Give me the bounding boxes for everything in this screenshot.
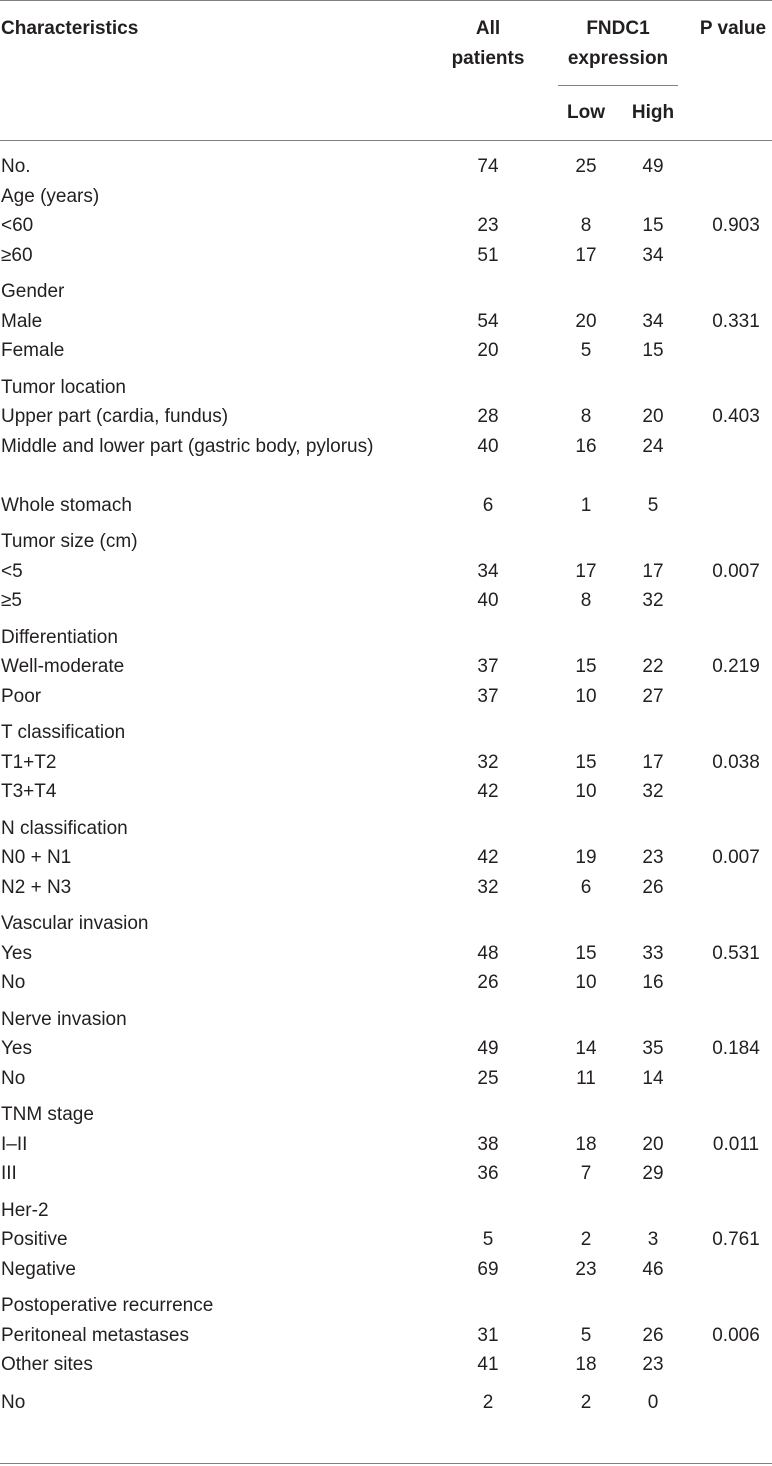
row-all-patients: 69 <box>477 1258 499 1280</box>
row-high: 33 <box>642 942 664 964</box>
row-low: 15 <box>575 656 597 677</box>
row-high: 17 <box>642 751 664 773</box>
header-fndc1-line2: expression <box>567 48 669 69</box>
row-low: 15 <box>575 751 597 773</box>
header-fndc1-expression <box>548 14 688 74</box>
row-label: Gender <box>1 281 65 302</box>
row-high: 23 <box>642 847 664 868</box>
row-label: Middle and lower part (gastric body, pylorus) <box>1 435 374 457</box>
row-p-value: 0.761 <box>712 1229 760 1250</box>
row-all-patients: 38 <box>477 1133 499 1155</box>
row-all-patients: 25 <box>477 1067 499 1089</box>
row-label: No. <box>1 156 31 177</box>
row-high: 15 <box>642 215 664 236</box>
row-all-patients: 51 <box>477 244 499 266</box>
row-high: 32 <box>642 590 664 611</box>
row-low: 10 <box>575 781 597 802</box>
header-all-patients <box>438 14 538 74</box>
row-low: 2 <box>580 1391 592 1413</box>
row-low: 8 <box>580 590 592 611</box>
header-p-value: P value <box>699 18 767 39</box>
row-low: 10 <box>575 972 597 993</box>
row-all-patients: 54 <box>477 310 499 332</box>
row-label: Positive <box>1 1229 68 1250</box>
row-label: Yes <box>1 942 32 964</box>
row-label: Well-moderate <box>1 656 125 677</box>
row-all-patients: 28 <box>477 406 499 427</box>
row-low: 7 <box>580 1163 592 1184</box>
row-label: Negative <box>1 1258 76 1280</box>
row-p-value: 0.331 <box>712 310 760 332</box>
row-all-patients: 41 <box>477 1354 499 1375</box>
row-p-value: 0.006 <box>712 1324 760 1346</box>
row-p-value: 0.007 <box>712 560 760 582</box>
row-all-patients: 42 <box>477 847 499 868</box>
table-top-rule <box>0 0 772 1</box>
row-high: 24 <box>642 435 664 457</box>
row-all-patients: 34 <box>477 560 499 582</box>
row-high: 5 <box>647 494 659 516</box>
row-all-patients: 5 <box>482 1229 494 1250</box>
row-all-patients: 48 <box>477 942 499 964</box>
row-p-value: 0.219 <box>712 656 760 677</box>
row-all-patients: 37 <box>477 685 499 707</box>
row-all-patients: 32 <box>477 876 499 898</box>
row-all-patients: 40 <box>477 590 499 611</box>
row-high: 20 <box>642 406 664 427</box>
row-label: Yes <box>1 1038 32 1059</box>
row-all-patients: 40 <box>477 435 499 457</box>
row-low: 14 <box>575 1038 597 1059</box>
row-label: T classification <box>1 722 126 743</box>
row-label: Peritoneal metastases <box>1 1324 189 1346</box>
row-low: 8 <box>580 406 592 427</box>
row-low: 6 <box>580 876 592 898</box>
row-all-patients: 26 <box>477 972 499 993</box>
row-label: ≥60 <box>1 244 33 266</box>
row-high: 34 <box>642 244 664 266</box>
fndc1-spanner-rule <box>558 85 678 86</box>
header-all-line1: All <box>475 18 501 39</box>
row-label: Her-2 <box>1 1199 49 1221</box>
row-label: No <box>1 1391 26 1413</box>
row-label: Whole stomach <box>1 494 132 516</box>
row-p-value: 0.038 <box>712 751 760 773</box>
row-p-value: 0.011 <box>712 1133 760 1155</box>
row-p-value: 0.007 <box>712 847 760 868</box>
row-low: 10 <box>575 685 597 707</box>
row-p-value: 0.184 <box>712 1038 760 1059</box>
row-label: ≥5 <box>1 590 22 611</box>
row-high: 34 <box>642 310 664 332</box>
row-label: No <box>1 972 26 993</box>
row-low: 20 <box>575 310 597 332</box>
row-all-patients: 31 <box>477 1324 499 1346</box>
row-label: Poor <box>1 685 42 707</box>
row-all-patients: 49 <box>477 1038 499 1059</box>
row-label: N0 + N1 <box>1 847 72 868</box>
table-bottom-rule <box>0 1463 772 1464</box>
row-low: 5 <box>580 340 592 361</box>
row-low: 18 <box>575 1354 597 1375</box>
row-label: Differentiation <box>1 626 118 648</box>
header-high: High <box>631 102 675 123</box>
header-fndc1-line1: FNDC1 <box>586 18 650 39</box>
header-low: Low <box>567 102 605 123</box>
row-all-patients: 6 <box>482 494 494 516</box>
row-label: Age (years) <box>1 185 100 207</box>
row-low: 15 <box>575 942 597 964</box>
row-high: 3 <box>647 1229 659 1250</box>
row-label: N classification <box>1 817 128 839</box>
row-all-patients: 32 <box>477 751 499 773</box>
row-high: 14 <box>642 1067 664 1089</box>
row-high: 27 <box>642 685 664 707</box>
row-high: 0 <box>647 1391 659 1413</box>
row-low: 1 <box>580 494 592 516</box>
row-all-patients: 37 <box>477 656 499 677</box>
row-low: 5 <box>580 1324 592 1346</box>
row-label: No <box>1 1067 26 1089</box>
row-label: T3+T4 <box>1 781 57 802</box>
row-high: 35 <box>642 1038 664 1059</box>
row-high: 29 <box>642 1163 664 1184</box>
row-high: 32 <box>642 781 664 802</box>
row-label: Upper part (cardia, fundus) <box>1 406 229 427</box>
row-label: Vascular invasion <box>1 913 149 934</box>
row-label: III <box>1 1163 17 1184</box>
row-p-value: 0.531 <box>712 942 760 964</box>
row-label: Other sites <box>1 1354 93 1375</box>
row-p-value: 0.403 <box>712 406 760 427</box>
row-label: Postoperative recurrence <box>1 1295 214 1316</box>
row-all-patients: 74 <box>477 156 499 177</box>
row-low: 18 <box>575 1133 597 1155</box>
row-low: 16 <box>575 435 597 457</box>
row-all-patients: 2 <box>482 1391 494 1413</box>
row-high: 23 <box>642 1354 664 1375</box>
row-label: N2 + N3 <box>1 876 72 898</box>
row-high: 16 <box>642 972 664 993</box>
row-label: Tumor size (cm) <box>1 531 138 552</box>
row-all-patients: 20 <box>477 340 499 361</box>
row-low: 17 <box>575 244 597 266</box>
row-label: Male <box>1 310 43 332</box>
row-all-patients: 42 <box>477 781 499 802</box>
row-label: <5 <box>1 560 23 582</box>
header-characteristics: Characteristics <box>1 18 139 39</box>
row-low: 8 <box>580 215 592 236</box>
row-label: Tumor location <box>1 376 126 398</box>
row-high: 15 <box>642 340 664 361</box>
row-label: T1+T2 <box>1 751 57 773</box>
header-all-line2: patients <box>451 48 525 69</box>
row-low: 11 <box>576 1067 596 1089</box>
row-low: 19 <box>575 847 597 868</box>
row-high: 20 <box>642 1133 664 1155</box>
row-high: 26 <box>642 1324 664 1346</box>
row-label: Female <box>1 340 65 361</box>
row-high: 46 <box>642 1258 664 1280</box>
row-label: <60 <box>1 215 34 236</box>
row-low: 17 <box>575 560 597 582</box>
row-high: 22 <box>642 656 664 677</box>
row-high: 49 <box>642 156 664 177</box>
row-all-patients: 23 <box>477 215 499 236</box>
table-header-rule <box>0 140 772 141</box>
row-low: 25 <box>575 156 597 177</box>
row-low: 23 <box>575 1258 597 1280</box>
row-label: Nerve invasion <box>1 1008 127 1030</box>
row-label: TNM stage <box>1 1104 94 1125</box>
row-all-patients: 36 <box>477 1163 499 1184</box>
row-label: I–II <box>1 1133 28 1155</box>
row-high: 17 <box>642 560 664 582</box>
row-low: 2 <box>580 1229 592 1250</box>
row-high: 26 <box>642 876 664 898</box>
row-p-value: 0.903 <box>712 215 760 236</box>
